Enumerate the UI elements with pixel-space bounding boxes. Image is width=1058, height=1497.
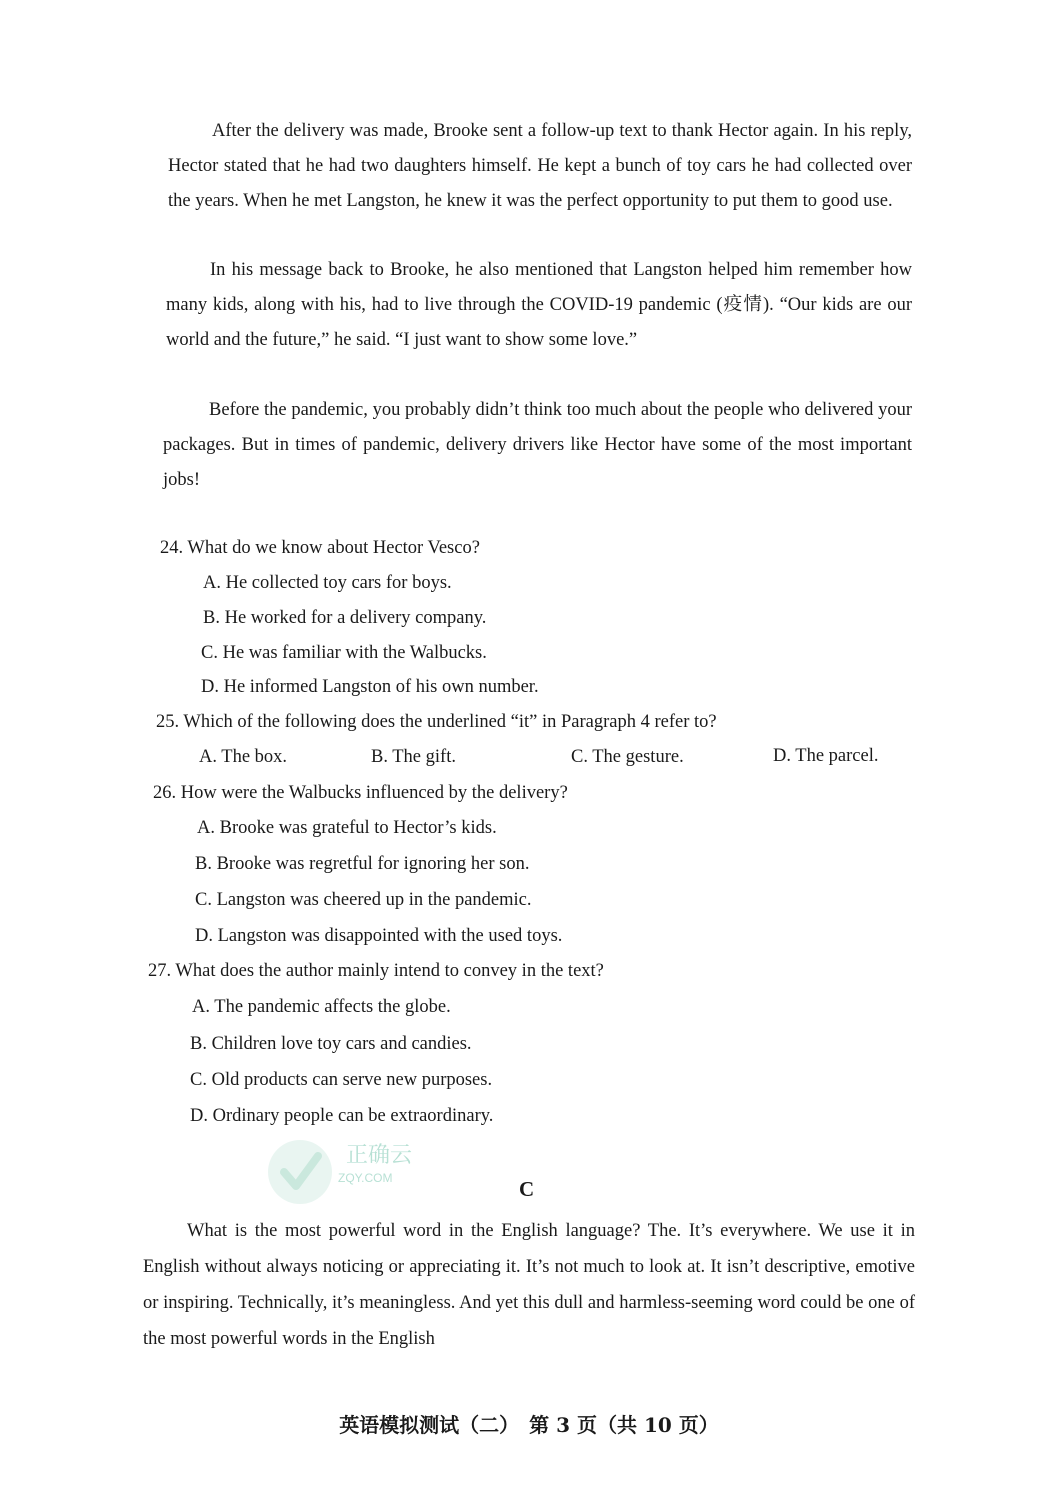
option-b: B. He worked for a delivery company.: [203, 608, 487, 628]
question-stem: 27. What does the author mainly intend to convey in the text?: [148, 961, 604, 981]
option-b: B. Children love toy cars and candies.: [190, 1034, 472, 1054]
question-stem: 24. What do we know about Hector Vesco?: [160, 538, 480, 558]
watermark-text-en: ZQY.COM: [338, 1171, 393, 1185]
question-stem: 25. Which of the following does the underlined “it” in Paragraph 4 refer to?: [156, 712, 717, 732]
watermark-text-cn: 正确云: [346, 1142, 413, 1167]
option-c: C. Old products can serve new purposes.: [190, 1070, 493, 1090]
question-stem: 26. How were the Walbucks influenced by the delivery?: [153, 783, 568, 803]
section-heading: C: [519, 1177, 535, 1201]
option-a: A. Brooke was grateful to Hector’s kids.: [197, 818, 497, 838]
option-a: A. The pandemic affects the globe.: [192, 997, 451, 1017]
option-d: D. Langston was disappointed with the used toys.: [195, 926, 563, 946]
option-b: B. The gift.: [371, 747, 456, 767]
option-b: B. Brooke was regretful for ignoring her son.: [195, 854, 530, 874]
passage-paragraph-1: After the delivery was made, Brooke sent a follow-up text to thank Hector again. In his reply, Hector stated that he had two daughters himself. He kept a bunch of toy cars he had collected over the years. When he met Langston, he knew it was the perfect opportunity to put them to good use.: [168, 121, 912, 211]
passage-paragraph-3: Before the pandemic, you probably didn’t think too much about the people who delivered your packages. But in times of pandemic, delivery drivers like Hector have some of the most important jobs!: [163, 400, 912, 490]
section-c-paragraph: What is the most powerful word in the English language? The. It’s everywhere. We use it in English without always noticing or appreciating it. It’s not much to look at. It isn’t descriptive, emotive or inspiring. Technically, it’s meaningless. And yet this dull and harmless-seeming word could be one of the most powerful words in the English: [143, 1221, 915, 1349]
watermark-logo: [262, 1126, 422, 1206]
checkmark-icon: [262, 1126, 422, 1206]
option-a: A. He collected toy cars for boys.: [203, 573, 452, 593]
option-c: C. He was familiar with the Walbucks.: [201, 643, 487, 663]
passage-paragraph-2: In his message back to Brooke, he also mentioned that Langston helped him remember how many kids, along with his, had to live through the COVID-19 pandemic (疫情). “Our kids are our world and the future,” he said. “I just want to show some love.”: [166, 260, 912, 350]
option-c: C. The gesture.: [571, 747, 684, 767]
option-d: D. Ordinary people can be extraordinary.: [190, 1106, 494, 1126]
page-footer: 英语模拟测试（二） 第 3 页（共 10 页）: [339, 1413, 719, 1437]
option-a: A. The box.: [199, 747, 288, 767]
option-c: C. Langston was cheered up in the pandemic.: [195, 890, 532, 910]
option-d: D. He informed Langston of his own number.: [201, 677, 539, 697]
option-d: D. The parcel.: [773, 746, 879, 766]
